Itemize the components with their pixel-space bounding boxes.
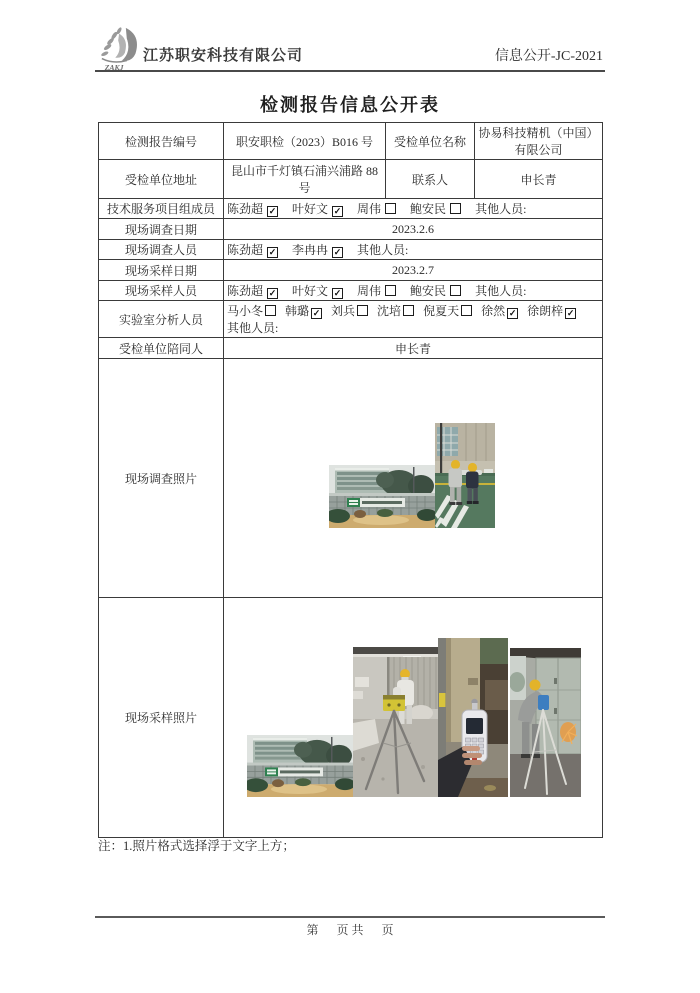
survey-photos-label: 现场调查照片 bbox=[99, 359, 224, 598]
other-personnel-label: 其他人员: bbox=[475, 202, 527, 216]
staff-member bbox=[423, 304, 472, 318]
sampling-photos-cell bbox=[224, 598, 603, 838]
staff-member bbox=[285, 304, 322, 318]
sampling-date-value: 2023.2.7 bbox=[224, 260, 603, 281]
other-personnel-label: 其他人员: bbox=[475, 284, 527, 298]
page-number-text: 第 页 共 页 bbox=[306, 923, 394, 937]
page-header bbox=[95, 26, 605, 72]
sparks-measurement-photo bbox=[510, 648, 581, 797]
team-member bbox=[227, 202, 278, 216]
checkbox: ✓ bbox=[333, 206, 342, 216]
checkbox: ✓ bbox=[333, 247, 342, 257]
escort-label: 受检单位陪同人 bbox=[99, 338, 224, 359]
survey-date-label: 现场调查日期 bbox=[99, 219, 224, 240]
sampling-date-label: 现场采样日期 bbox=[99, 260, 224, 281]
factory-gate-photo bbox=[247, 735, 353, 797]
sampling-staff-members bbox=[224, 281, 603, 301]
workers-walkway-photo bbox=[435, 423, 495, 528]
factory-gate-photo bbox=[329, 465, 435, 528]
member-name: 马小冬 bbox=[227, 304, 264, 318]
checkbox: ✓ bbox=[268, 247, 277, 257]
disclosure-form-table bbox=[98, 122, 603, 838]
member-name: 陈劲超 bbox=[227, 243, 264, 257]
staff-member bbox=[292, 243, 343, 257]
checkbox: ✓ bbox=[566, 308, 575, 318]
client-name-value: 协易科技精机（中国）有限公司 bbox=[475, 123, 603, 160]
survey-date-value: 2023.2.6 bbox=[224, 219, 603, 240]
checkbox: ✓ bbox=[268, 288, 277, 298]
escort-value: 申长青 bbox=[224, 338, 603, 359]
tripod-sampler-photo bbox=[353, 647, 438, 797]
report-no-value: 职安职检（2023）B016 号 bbox=[224, 123, 386, 160]
checkbox bbox=[357, 305, 368, 316]
staff-member bbox=[227, 304, 276, 318]
staff-member bbox=[292, 284, 343, 298]
member-name: 叶好文 bbox=[292, 202, 329, 216]
survey-staff-label: 现场调查人员 bbox=[99, 240, 224, 260]
footnote: 注：1.照片格式选择浮于文字上方； bbox=[98, 839, 295, 853]
checkbox: ✓ bbox=[508, 308, 517, 318]
checkbox bbox=[385, 285, 396, 296]
member-name: 李冉冉 bbox=[292, 243, 329, 257]
member-name: 刘兵 bbox=[331, 304, 356, 318]
member-name: 周伟 bbox=[357, 284, 382, 298]
contact-label: 联系人 bbox=[386, 160, 475, 199]
address-label: 受检单位地址 bbox=[99, 160, 224, 199]
checkbox bbox=[461, 305, 472, 316]
checkbox bbox=[450, 285, 461, 296]
staff-member bbox=[357, 284, 396, 298]
address-value: 昆山市千灯镇石浦兴浦路 88 号 bbox=[224, 160, 386, 199]
member-name: 韩璐 bbox=[285, 304, 310, 318]
staff-member bbox=[331, 304, 368, 318]
survey-photos-cell bbox=[224, 359, 603, 598]
checkbox: ✓ bbox=[312, 308, 321, 318]
staff-member bbox=[377, 304, 414, 318]
lab-staff-members bbox=[224, 301, 603, 338]
staff-member bbox=[227, 284, 278, 298]
handheld-meter-photo bbox=[438, 638, 508, 797]
member-name: 陈劲超 bbox=[227, 284, 264, 298]
team-member bbox=[292, 202, 343, 216]
member-name: 沈培 bbox=[377, 304, 402, 318]
member-name: 叶好文 bbox=[292, 284, 329, 298]
team-label: 技术服务项目组成员 bbox=[99, 199, 224, 219]
company-name: 江苏职安科技有限公司 bbox=[143, 48, 304, 64]
staff-member bbox=[410, 284, 461, 298]
member-name: 陈劲超 bbox=[227, 202, 264, 216]
page-title: 检测报告信息公开表 bbox=[260, 95, 440, 115]
staff-member bbox=[481, 304, 518, 318]
team-members bbox=[224, 199, 603, 219]
survey-staff-members bbox=[224, 240, 603, 260]
team-member bbox=[357, 202, 396, 216]
page-footer bbox=[95, 916, 605, 939]
company-logo-icon bbox=[97, 26, 147, 72]
member-name: 徐朗梓 bbox=[527, 304, 564, 318]
other-personnel-label: 其他人员: bbox=[357, 243, 409, 257]
lab-staff-label: 实验室分析人员 bbox=[99, 301, 224, 338]
team-member bbox=[410, 202, 461, 216]
checkbox bbox=[385, 203, 396, 214]
sampling-staff-label: 现场采样人员 bbox=[99, 281, 224, 301]
member-name: 徐然 bbox=[481, 304, 506, 318]
member-name: 周伟 bbox=[357, 202, 382, 216]
sampling-photos-label: 现场采样照片 bbox=[99, 598, 224, 838]
checkbox: ✓ bbox=[333, 288, 342, 298]
doc-code: 信息公开-JC-2021 bbox=[494, 49, 603, 64]
checkbox: ✓ bbox=[268, 206, 277, 216]
other-personnel-label: 其他人员: bbox=[227, 321, 279, 335]
member-name: 倪夏天 bbox=[423, 304, 460, 318]
checkbox bbox=[450, 203, 461, 214]
member-name: 鲍安民 bbox=[410, 284, 447, 298]
contact-value: 申长青 bbox=[475, 160, 603, 199]
checkbox bbox=[403, 305, 414, 316]
checkbox bbox=[265, 305, 276, 316]
staff-member bbox=[527, 304, 576, 318]
staff-member bbox=[227, 243, 278, 257]
report-no-label: 检测报告编号 bbox=[99, 123, 224, 160]
member-name: 鲍安民 bbox=[410, 202, 447, 216]
client-name-label: 受检单位名称 bbox=[386, 123, 475, 160]
